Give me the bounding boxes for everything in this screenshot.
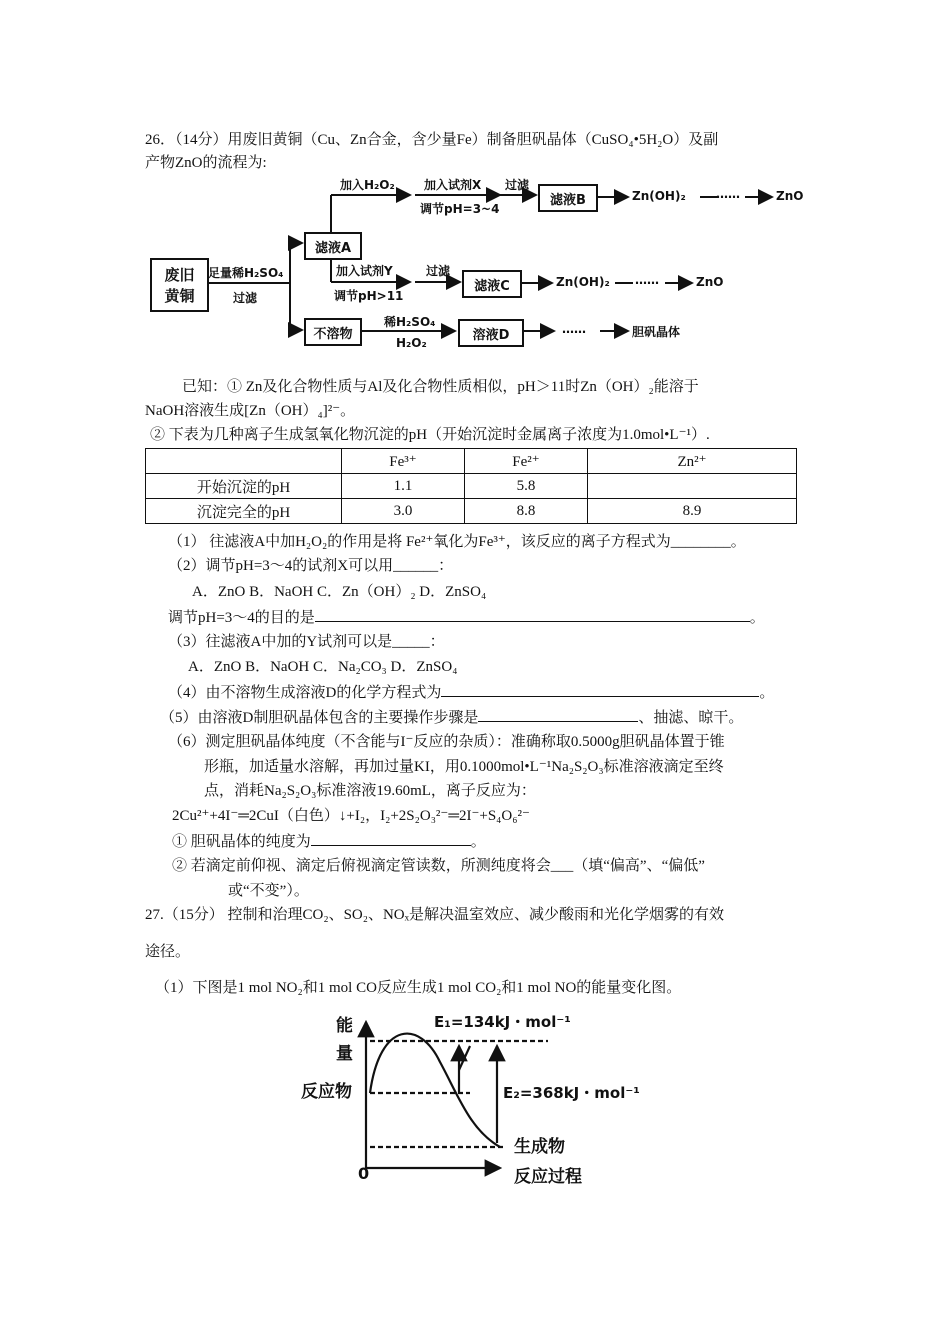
table-row [146, 499, 797, 524]
e1-pointer [459, 1046, 470, 1070]
label-add-h2o2: 加入H₂O₂ [340, 178, 395, 192]
label-filter-1: 过滤 [505, 178, 530, 192]
q26-2-purpose [168, 607, 765, 628]
q26-5-prefix: （5）由溶液D制胆矾晶体包含的主要操作步骤是 [160, 710, 479, 726]
box-solution-d: 溶液D [458, 319, 524, 347]
box-insoluble: 不溶物 [304, 318, 362, 346]
q26-2-purpose-prefix: 调节pH=3～4的目的是 [168, 610, 315, 626]
label-dilute-h2so4: 稀H₂SO₄ [384, 315, 436, 329]
product-label: 生成物 [514, 1137, 565, 1157]
label-add-y: 加入试剂Y [336, 264, 393, 278]
q26-4 [168, 682, 774, 703]
q26-6-line1: （6）测定胆矾晶体纯度（不含能与I⁻反应的杂质）：准确称取0.5000g胆矾晶体置于锥 [168, 734, 725, 750]
q26-6-a [172, 831, 486, 852]
table-cell: 8.9 [588, 499, 797, 524]
dots-b: …… [716, 187, 740, 201]
box-filtrate-a: 滤液A [304, 232, 362, 260]
zno-c: ZnO [696, 275, 724, 289]
table-header-cell [146, 449, 342, 474]
label-adjust-ph-3-4: 调节pH=3~4 [420, 202, 500, 216]
box-filtrate-c: 滤液C [462, 270, 522, 298]
q26-6-equation: 2Cu²⁺+4I⁻═2CuI（白色）↓+I₂，I₂+2S₂O₃²⁻═2I⁻+S₄O₆²⁻ [172, 808, 530, 824]
table-cell: 3.0 [342, 499, 465, 524]
q27-title-line1: 27.（15分） 控制和治理CO₂、SO₂、NOₓ是解决温室效应、减少酸雨和光化学烟雾的有效 [145, 907, 724, 923]
known-1b: NaOH溶液生成[Zn（OH）₄]²⁻。 [145, 403, 356, 419]
table-cell: 沉淀完全的pH [146, 499, 342, 524]
crystal-d: 胆矾晶体 [632, 325, 681, 339]
q26-1: （1） 往滤液A中加H₂O₂的作用是将 Fe²⁺氧化为Fe³⁺，该反应的离子方程式为________。 [168, 534, 746, 550]
step1-filter: 过滤 [233, 291, 258, 305]
table-header-cell: Fe³⁺ [342, 449, 465, 474]
label-h2o2: H₂O₂ [396, 336, 427, 350]
znoh2-b: Zn(OH)₂ [632, 189, 686, 203]
origin-label: 0 [358, 1164, 370, 1183]
answer-blank[interactable] [478, 707, 638, 722]
q26-3-options: A．ZnO B．NaOH C．Na₂CO₃ D．ZnSO₄ [188, 659, 458, 675]
q26-4-suffix: 。 [759, 685, 775, 701]
start-box-old-brass [150, 258, 209, 312]
e1-label: E₁=134kJ・mol⁻¹ [434, 1013, 571, 1031]
start-box-line1: 废旧 [164, 266, 195, 284]
dots-d: …… [562, 322, 586, 336]
answer-blank[interactable] [315, 607, 750, 622]
q26-3: （3）往滤液A中加的Y试剂可以是_____： [168, 634, 445, 650]
q26-2-purpose-suffix: 。 [749, 610, 765, 626]
zno-b: ZnO [776, 189, 804, 203]
q26-6-line3: 点，消耗Na₂S₂O₃标准溶液19.60mL，离子反应为： [204, 783, 536, 799]
table-header-cell: Zn²⁺ [588, 449, 797, 474]
e2-label: E₂=368kJ・mol⁻¹ [503, 1084, 640, 1102]
label-filter-2: 过滤 [426, 264, 451, 278]
answer-blank[interactable] [441, 682, 759, 697]
table-header-row [146, 449, 797, 474]
table-header-cell: Fe²⁺ [465, 449, 588, 474]
q26-title-line2: 产物ZnO的流程为: [145, 155, 267, 171]
q26-6-a-suffix: 。 [470, 834, 486, 850]
q26-title-line1: 26．（14分）用废旧黄铜（Cu、Zn合金，含少量Fe）制备胆矾晶体（CuSO₄•5H₂O）及副 [145, 132, 719, 148]
q26-2: （2）调节pH=3～4的试剂X可以用______： [168, 558, 454, 574]
q26-6-line2: 形瓶，加适量水溶解，再加过量KI，用0.1000mol•L⁻¹Na₂S₂O₃标准溶液滴定至终 [204, 759, 724, 775]
start-box-line2: 黄铜 [164, 287, 195, 305]
q26-2-options: A．ZnO B．NaOH C．Zn（OH）₂ D．ZnSO₄ [192, 584, 487, 600]
x-axis-label: 反应过程 [514, 1167, 582, 1187]
table-cell: 开始沉淀的pH [146, 474, 342, 499]
ph-table [145, 448, 797, 524]
q26-6-b-line2: 或“不变”）。 [228, 883, 309, 899]
q26-4-prefix: （4）由不溶物生成溶液D的化学方程式为 [168, 685, 442, 701]
table-cell: 5.8 [465, 474, 588, 499]
q26-6-b-line1: ② 若滴定前仰视、滴定后俯视滴定管读数，所测纯度将会___（填“偏高”、“偏低” [172, 858, 705, 874]
label-add-x: 加入试剂X [424, 178, 482, 192]
y-label-1: 能 [336, 1016, 353, 1036]
q27-title-line2: 途径。 [145, 944, 191, 960]
table-row [146, 474, 797, 499]
known-2: ② 下表为几种离子生成氢氧化物沉淀的pH（开始沉淀时金属离子浓度为1.0mol•L⁻¹）. [150, 427, 710, 443]
label-adjust-ph-11: 调节pH>11 [334, 289, 404, 303]
table-cell: 8.8 [465, 499, 588, 524]
table-cell [588, 474, 797, 499]
answer-blank[interactable] [311, 831, 471, 846]
q26-5 [160, 707, 743, 728]
q26-5-suffix: 、抽滤、晾干。 [638, 710, 744, 726]
y-label-2: 量 [336, 1044, 353, 1064]
step1-reagent: 足量稀H₂SO₄ [208, 266, 284, 280]
q26-6-a-prefix: ① 胆矾晶体的纯度为 [172, 834, 311, 850]
box-filtrate-b: 滤液B [538, 184, 598, 212]
q27-1: （1）下图是1 mol NO₂和1 mol CO反应生成1 mol CO₂和1 mol NO的能量变化图。 [155, 980, 682, 996]
reactant-label: 反应物 [301, 1082, 352, 1102]
energy-curve [370, 1034, 500, 1147]
dots-c: …… [635, 273, 659, 287]
znoh2-c: Zn(OH)₂ [556, 275, 610, 289]
known-1a: 已知：① Zn及化合物性质与Al及化合物性质相似，pH＞11时Zn（OH）₂能溶于 [182, 379, 699, 395]
table-cell: 1.1 [342, 474, 465, 499]
